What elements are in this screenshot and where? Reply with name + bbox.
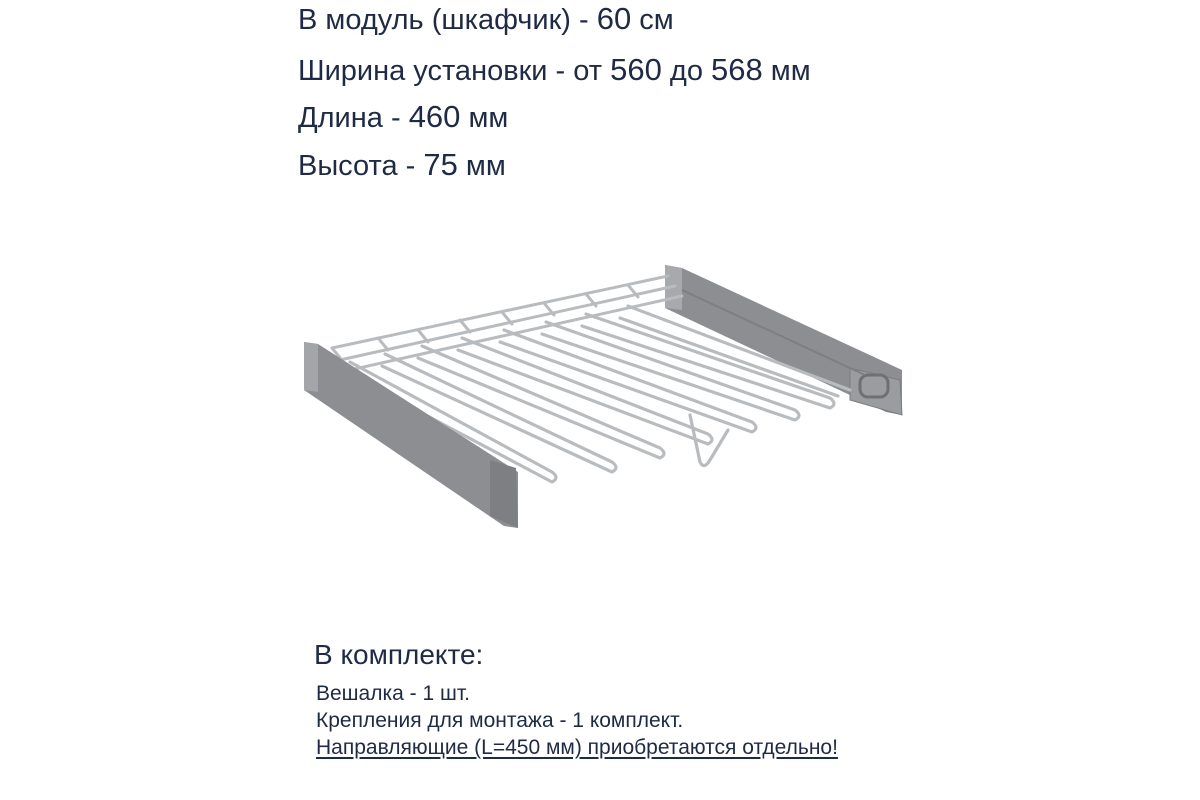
spec-install-width-mid: до bbox=[661, 55, 712, 87]
spec-install-width-max: 568 bbox=[711, 52, 763, 87]
spec-length-unit: мм bbox=[460, 102, 509, 134]
spec-height bbox=[298, 148, 506, 183]
spec-install-width-unit: мм bbox=[762, 55, 811, 87]
kit-item-mounting: Крепления для монтажа - 1 комплект. bbox=[316, 709, 684, 732]
spec-module-label: В модуль (шкафчик) - bbox=[298, 4, 597, 36]
spec-length bbox=[298, 100, 508, 135]
spec-install-width bbox=[298, 53, 811, 88]
trouser-rack-illustration bbox=[290, 250, 920, 550]
kit-title: В комплекте: bbox=[314, 639, 484, 670]
spec-height-unit: мм bbox=[457, 150, 506, 182]
spec-height-label: Высота - bbox=[298, 150, 424, 182]
spec-module-unit: см bbox=[631, 4, 674, 36]
spec-install-width-min: 560 bbox=[610, 52, 662, 87]
kit-note-guides: Направляющие (L=450 мм) приобретаются отдельно! bbox=[316, 736, 838, 759]
spec-height-value: 75 bbox=[423, 147, 458, 182]
spec-module-value: 60 bbox=[596, 1, 632, 36]
spec-install-width-label: Ширина установки - от bbox=[298, 55, 611, 87]
spec-length-value: 460 bbox=[408, 99, 461, 134]
spec-module bbox=[298, 2, 674, 37]
kit-item-hanger: Вешалка - 1 шт. bbox=[316, 682, 470, 705]
spec-length-label: Длина - bbox=[298, 102, 409, 134]
product-image bbox=[290, 250, 920, 550]
kit-list bbox=[316, 680, 876, 761]
